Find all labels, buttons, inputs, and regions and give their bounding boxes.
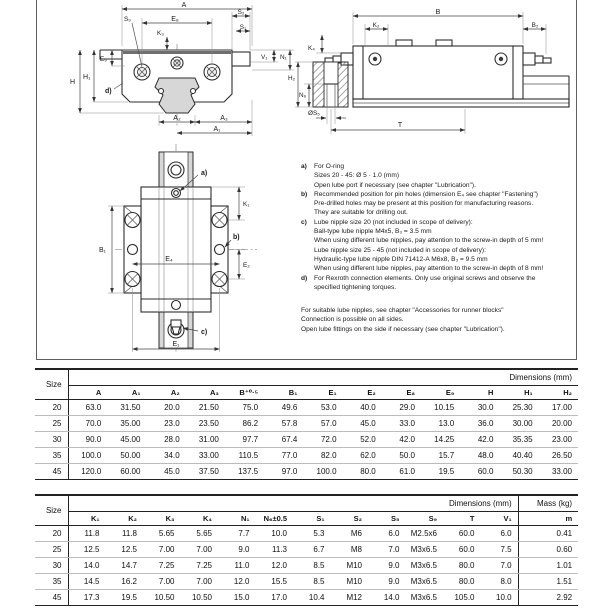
cell: 80.0 [443,558,481,574]
column-header: V₁ [481,512,519,526]
dim-label-A2: A₂ [173,115,181,122]
cell: 62.0 [343,448,382,464]
cell: 23.0 [146,416,185,432]
table-row [35,574,578,590]
size-header: Size [35,495,68,526]
column-header: B₁ [264,386,303,400]
table-row [35,416,578,432]
footnote-line: Open lube port if necessary (see chapter "Lubrication"). [314,181,476,189]
table-row [35,400,578,416]
footnote-line: Open lube fittings on the side if necessary (see chapter "Lubrication"). [301,325,505,333]
cell: 7.00 [143,574,181,590]
footnote-d [301,274,577,293]
cell: 21.50 [186,400,225,416]
cell: 31.50 [107,400,146,416]
footnote-line: For suitable lube nipples, see chapter "Accessories for runner blocks" [301,307,504,315]
mass-cell: 1.01 [518,558,578,574]
dim-label-S2: S₂ [237,9,245,16]
column-header: H₁ [499,386,538,400]
cell: 35.35 [499,432,538,448]
footnote-line: Lube nipple size 25 - 45 (not included in scope of delivery): [314,246,486,254]
dim-label-S1: S₁ [239,24,247,31]
mass-cell: 1.51 [518,574,578,590]
column-header: K₂ [106,512,144,526]
cell: 100.0 [68,448,107,464]
callout-c: c) [201,329,208,336]
cell: 5.65 [181,526,219,542]
cell: 10.50 [191,593,212,602]
cell: M10 [331,558,369,574]
cell: 10.15 [421,400,460,416]
cell: 9.0 [218,542,256,558]
footnote-line: When using different lube nipples, pay attention to the screw-in depth of 8 mm! [314,265,544,273]
mass-header: Mass (kg) [518,495,578,512]
cell: 7.0 [368,542,406,558]
cell: 7.0 [481,558,519,574]
table-row [35,464,578,480]
footnote-a [301,162,577,190]
mass-cell: 0.41 [518,526,578,542]
cell: 11.8 [106,526,144,542]
cell: 20.0 [146,400,185,416]
cell: 100.0 [316,467,337,476]
cell: 110.5 [225,448,264,464]
cell: 60.0 [443,542,481,558]
cell: 23.00 [539,432,578,448]
footnote-line: Sizes 20 - 45: Ø 5 · 1.0 (mm) [314,172,400,180]
cell: M8 [331,542,369,558]
column-header: K₃ [143,512,181,526]
cell: 36.0 [460,416,499,432]
dim-label-S9: S₉ [124,16,131,23]
cell: 52.0 [343,432,382,448]
cell: 11.0 [218,558,256,574]
dim-label-A3: A₃ [220,115,228,122]
cell: 60.00 [120,467,141,476]
cell: M12 [346,593,362,602]
cell: 57.8 [264,416,303,432]
drawing-side-view [288,6,572,140]
cell: 50.0 [382,448,421,464]
group-header: Dimensions (mm) [68,369,578,386]
table-row [35,558,578,574]
drawing-top-view [97,142,292,356]
column-header: B⁺⁰·⁵ [225,386,264,400]
cell: 105.0 [454,593,475,602]
dim-label-E2: E₂ [243,262,250,269]
cell: 30.0 [460,400,499,416]
column-header: A₁ [107,386,146,400]
cell: 61.0 [399,467,415,476]
cell: 14.0 [383,593,400,602]
cell: 63.0 [68,400,107,416]
cell: 53.0 [303,400,342,416]
cell: 15.0 [233,593,250,602]
column-header: E₉ [421,386,460,400]
footnote-line: For Rexroth connection elements. Only use original screws and observe the [314,274,536,282]
cell: 34.0 [146,448,185,464]
cell: 49.6 [264,400,303,416]
cell: 11.8 [68,526,106,542]
cell: 14.7 [106,558,144,574]
cell: 45.0 [343,416,382,432]
footnotes [301,162,577,334]
cell: 7.25 [143,558,181,574]
cell: 15.5 [256,574,294,590]
cell: 15.7 [421,448,460,464]
table-row [35,542,578,558]
side-view-geometry [313,40,569,107]
column-header: A [68,386,107,400]
cell: 137.5 [238,467,259,476]
size-header: Size [35,369,68,400]
mass-cell: 0.60 [518,542,578,558]
footnote-line: Hydraulic-type lube nipple DIN 71412-A M6x8, B₃ = 9.5 mm [314,255,488,263]
cell: 60.0 [477,467,494,476]
cell: 7.00 [181,574,219,590]
cell: 10.4 [308,593,325,602]
footnote-b [301,190,577,218]
dim-label-T: T [397,122,403,129]
column-header: S₅ [368,512,406,526]
cell: 7.00 [143,542,181,558]
cell: 30.00 [499,416,538,432]
column-header: N₁ [218,512,256,526]
dim-label-B: B [435,9,441,16]
cell: 57.0 [303,416,342,432]
cell: 17.3 [83,593,100,602]
footnote-line: Pre-drilled holes may be present at this position for manufacturing reasons. [314,200,534,208]
dim-label-E9: E₉ [100,56,107,63]
top-view-geometry [115,144,257,352]
cell: 19.5 [438,467,455,476]
cell: 7.00 [181,542,219,558]
cell: 10.0 [496,593,512,602]
size-cell: 45 [35,464,68,480]
cell: 60.0 [443,526,481,542]
cell: 80.0 [360,467,376,476]
dim-label-E8: E₈ [171,16,179,23]
cell: 35.00 [107,416,146,432]
dim-label-H2: H₂ [288,75,296,82]
cell: M3x6.5 [406,558,444,574]
column-header: E₁ [303,386,342,400]
dim-label-E4: E₄ [165,256,173,263]
size-cell: 20 [35,400,68,416]
table-row [35,448,578,464]
dim-label-S5: ØS₅ [308,110,320,117]
cell: 50.00 [107,448,146,464]
cell: 33.00 [186,448,225,464]
cell: 7.7 [218,526,256,542]
footnote-line: Ball-type lube nipple M4x5, B₃ = 3.5 mm [314,228,432,236]
cell: 45.00 [107,432,146,448]
size-cell: 30 [35,432,68,448]
footnote-c [301,218,577,274]
footnote-marker: a) [301,163,307,170]
column-header: A₂ [146,386,185,400]
group-header: Dimensions (mm) [68,495,518,512]
cell: 20.00 [539,416,578,432]
size-cell: 25 [35,416,68,432]
cell: 40.40 [499,448,538,464]
dim-label-B1: B₁ [99,247,107,254]
cell: 10.0 [256,526,294,542]
dim-label-K3: K₃ [157,30,164,37]
cell: 80.0 [443,574,481,590]
cell: 82.0 [303,448,342,464]
dimensions-table-1 [35,368,578,480]
cell: 86.2 [225,416,264,432]
callout-d: d) [105,88,112,95]
footnote-line: specified tightening torques. [314,283,397,291]
cell: 29.0 [382,400,421,416]
callout-a: a) [201,170,208,177]
cell: M2.5x6 [406,526,444,542]
cell: 120.0 [81,467,102,476]
footnote-line: Recommended position for pin holes (dimension E₄ see chapter "Fastening") [314,190,538,198]
cell: 13.0 [421,416,460,432]
cell: 77.0 [264,448,303,464]
cell: 37.50 [198,467,219,476]
mass-column-header: m [518,512,578,526]
cell: 75.0 [225,400,264,416]
cell: 67.4 [264,432,303,448]
dim-label-E1: E₁ [172,341,180,348]
column-header: S₉ [406,512,444,526]
drawing-front-view [62,0,297,142]
cell: 25.30 [499,400,538,416]
cell: 42.0 [460,432,499,448]
cell: 40.0 [343,400,382,416]
dim-label-K4: K₄ [308,45,315,52]
cell: 6.7 [293,542,331,558]
cell: 33.0 [382,416,421,432]
footnote-marker: b) [301,190,308,198]
dim-label-V1: V₁ [261,54,268,61]
size-cell: 45 [35,590,68,606]
column-header: S₁ [293,512,331,526]
cell: M3x6.5 [406,542,444,558]
cell: 97.7 [225,432,264,448]
column-header: S₂ [331,512,369,526]
cell: 16.2 [106,574,144,590]
cell: 5.65 [143,526,181,542]
cell: 12.0 [256,558,294,574]
size-cell: 25 [35,542,68,558]
size-cell: 20 [35,526,68,542]
cell: 50.30 [512,467,533,476]
cell: 28.0 [146,432,185,448]
cell: M3x6.5 [410,593,437,602]
column-header: E₈ [382,386,421,400]
cell: M10 [331,574,369,590]
cell: 8.5 [293,574,331,590]
column-header: K₁ [68,512,106,526]
size-cell: 30 [35,558,68,574]
callout-b: b) [233,234,240,241]
dim-label-K1: K₁ [243,201,250,208]
cell: 31.00 [186,432,225,448]
cell: 10.50 [154,593,175,602]
column-header: N₆±0.5 [256,512,294,526]
dim-label-B2: B₂ [531,22,539,29]
cell: 70.0 [68,416,107,432]
cell: 6.0 [368,526,406,542]
dim-label-N6: N₆ [299,92,307,99]
cell: 9.0 [368,574,406,590]
cell: M6 [331,526,369,542]
cell: 48.0 [460,448,499,464]
cell: 12.0 [218,574,256,590]
footnote-line: They are suitable for drilling out. [314,209,408,217]
dim-label-N1: N₁ [280,54,287,61]
column-header: E₂ [343,386,382,400]
column-header: A₃ [186,386,225,400]
cell: 5.3 [293,526,331,542]
cell: 14.0 [68,558,106,574]
cell: 33.00 [551,467,572,476]
dimensions-table-2 [35,494,578,606]
cell: 8.5 [293,558,331,574]
dim-label-H1: H₁ [83,74,91,81]
table-row [35,432,578,448]
cell: 11.3 [256,542,294,558]
table-row [35,526,578,542]
footnote-line: When using different lube nipples, pay attention to the screw-in depth of 5 mm! [314,237,544,245]
cell: 7.5 [481,542,519,558]
cell: 8.0 [481,574,519,590]
cell: 14.5 [68,574,106,590]
footnote-footer [301,306,577,334]
cell: M3x6.5 [406,574,444,590]
dim-label-A: A [181,2,187,9]
footnote-line: Lube nipple size 20 (not included in scope of delivery): [314,218,473,226]
column-header: T [443,512,481,526]
footnote-marker: c) [301,218,307,226]
column-header: H₂ [539,386,578,400]
cell: 6.0 [481,526,519,542]
cell: 45.0 [164,467,180,476]
cell: 12.5 [68,542,106,558]
cell: 97.0 [281,467,298,476]
dim-label-K2: K₂ [372,22,380,29]
cell: 19.5 [121,593,137,602]
cell: 17.00 [539,400,578,416]
size-cell: 35 [35,574,68,590]
cell: 72.0 [303,432,342,448]
table-row [35,590,578,606]
mass-cell: 2.92 [518,590,578,606]
cell: 17.0 [271,593,287,602]
column-header: H [460,386,499,400]
footnote-marker: d) [301,274,308,282]
dim-label-A1: A₁ [213,126,221,133]
cell: 26.50 [539,448,578,464]
cell: 23.50 [186,416,225,432]
footnote-line: For O-ring [314,163,345,170]
column-header: K₄ [181,512,219,526]
cell: 12.5 [106,542,144,558]
footnote-line: Connection is possible on all sides. [301,316,404,324]
cell: 7.25 [181,558,219,574]
dim-label-H: H [70,79,76,86]
cell: 14.25 [421,432,460,448]
cell: 9.0 [368,558,406,574]
cell: 90.0 [68,432,107,448]
cell: 42.0 [382,432,421,448]
size-cell: 35 [35,448,68,464]
